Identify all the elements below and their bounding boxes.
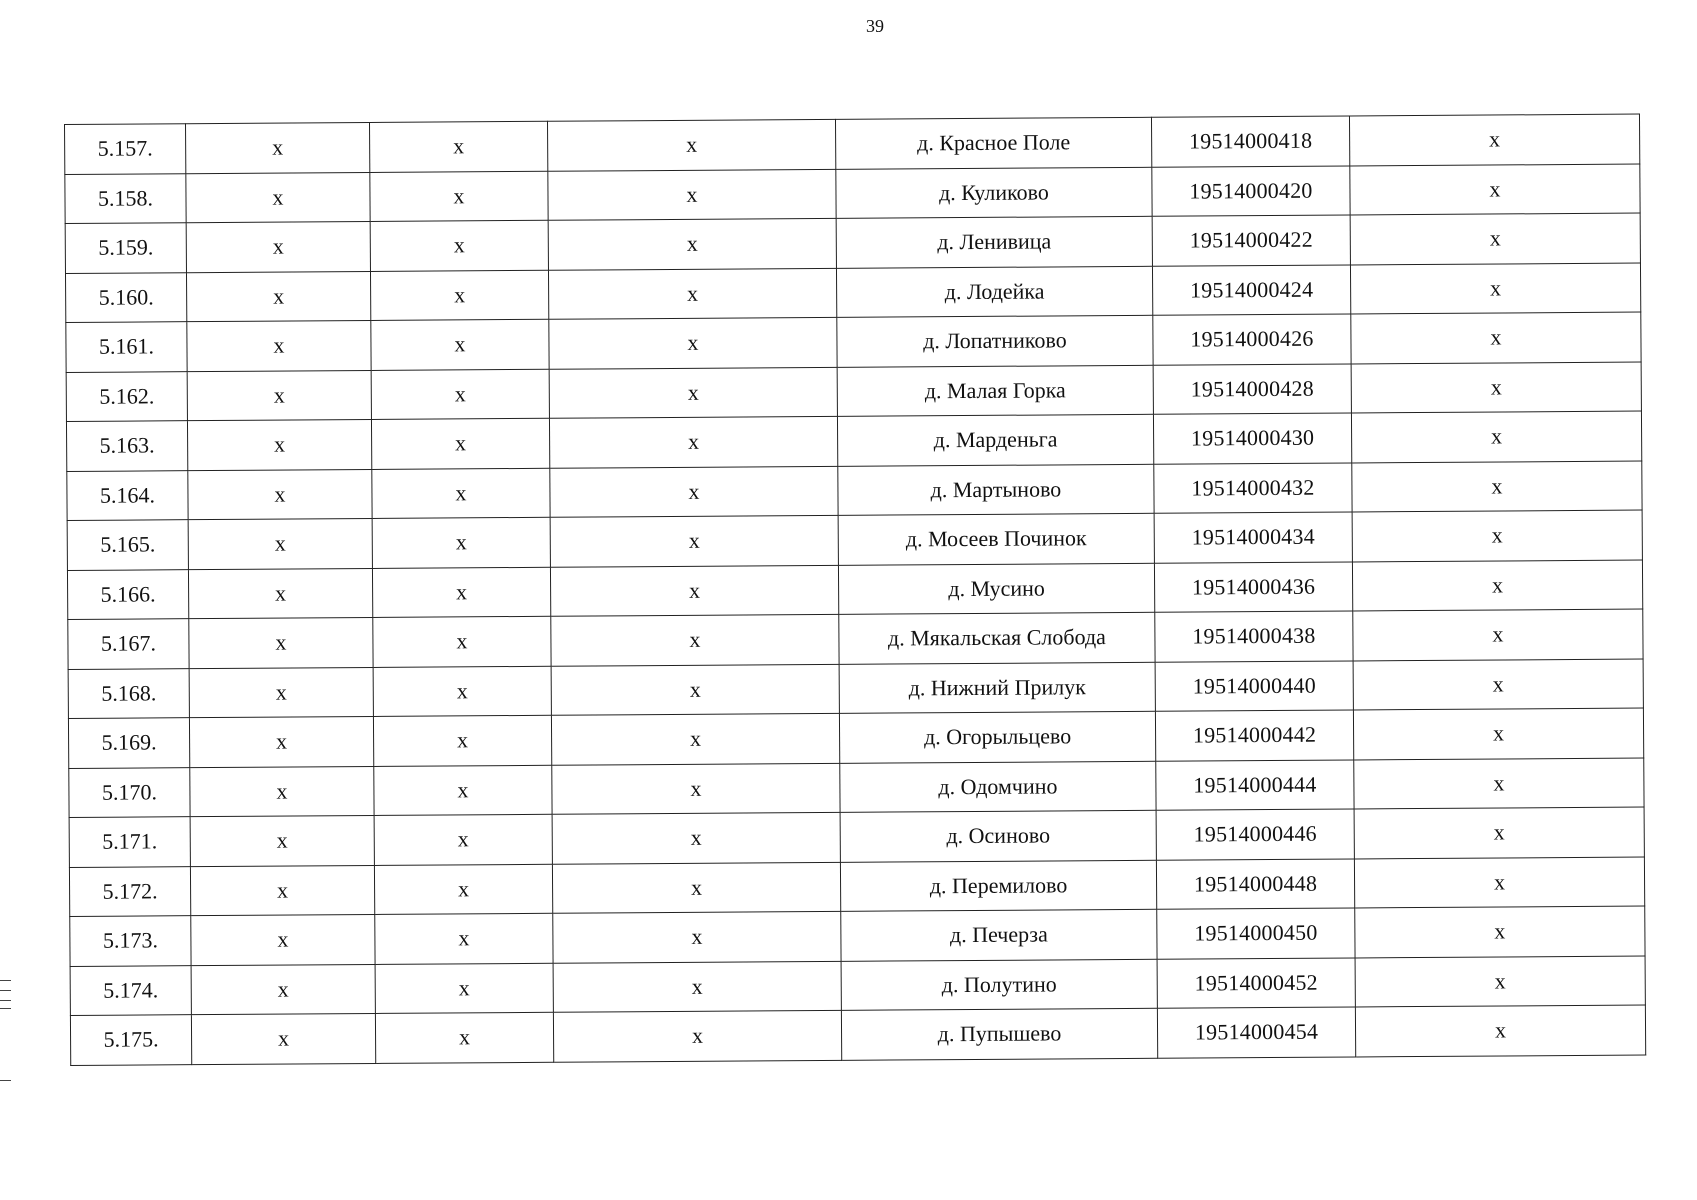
- x-cell-4: x: [1351, 411, 1641, 462]
- x-cell-2: x: [373, 666, 551, 717]
- x-cell-2: x: [370, 171, 548, 222]
- x-cell-3: x: [547, 119, 835, 170]
- x-cell-1: x: [191, 1013, 375, 1064]
- x-cell-3: x: [549, 416, 837, 467]
- settlement-name-cell: д. Перемилово: [840, 860, 1156, 912]
- row-number-cell: 5.162.: [66, 371, 187, 421]
- x-cell-1: x: [188, 518, 372, 569]
- oktmo-code-cell: 19514000426: [1153, 314, 1351, 365]
- table-row: [70, 1005, 1645, 1065]
- settlement-name-cell: д. Мосеев Починок: [838, 513, 1154, 565]
- row-number-cell: 5.157.: [65, 124, 186, 174]
- oktmo-code-cell: 19514000444: [1156, 759, 1354, 810]
- row-number-cell: 5.160.: [65, 272, 186, 322]
- x-cell-3: x: [550, 565, 838, 616]
- x-cell-2: x: [373, 616, 551, 667]
- x-cell-1: x: [187, 419, 371, 470]
- x-cell-4: x: [1353, 609, 1643, 660]
- x-cell-2: x: [371, 319, 549, 370]
- x-cell-4: x: [1355, 1005, 1645, 1056]
- oktmo-code-cell: 19514000446: [1156, 809, 1354, 860]
- x-cell-1: x: [188, 568, 372, 619]
- settlement-name-cell: д. Нижний Прилук: [839, 662, 1155, 714]
- oktmo-code-cell: 19514000422: [1152, 215, 1350, 266]
- scan-margin-mark: [0, 1080, 11, 1081]
- x-cell-2: x: [374, 864, 552, 915]
- oktmo-code-cell: 19514000448: [1156, 858, 1354, 909]
- settlement-name-cell: д. Куликово: [836, 167, 1152, 219]
- x-cell-1: x: [189, 667, 373, 718]
- settlement-name-cell: д. Лодейка: [836, 266, 1152, 318]
- oktmo-code-cell: 19514000438: [1155, 611, 1353, 662]
- x-cell-1: x: [186, 221, 370, 272]
- oktmo-code-cell: 19514000418: [1151, 116, 1349, 167]
- x-cell-2: x: [374, 814, 552, 865]
- x-cell-2: x: [372, 468, 550, 519]
- x-cell-3: x: [551, 713, 839, 764]
- row-number-cell: 5.169.: [68, 718, 189, 768]
- x-cell-2: x: [374, 765, 552, 816]
- settlement-name-cell: д. Лопатниково: [837, 315, 1153, 367]
- x-cell-1: x: [191, 964, 375, 1015]
- oktmo-code-cell: 19514000452: [1157, 957, 1355, 1008]
- x-cell-2: x: [373, 715, 551, 766]
- settlement-name-cell: д. Красное Поле: [835, 117, 1151, 169]
- row-number-cell: 5.166.: [67, 569, 188, 619]
- x-cell-1: x: [186, 122, 370, 173]
- x-cell-1: x: [188, 469, 372, 520]
- row-number-cell: 5.168.: [68, 668, 189, 718]
- row-number-cell: 5.175.: [70, 1015, 191, 1065]
- x-cell-1: x: [190, 815, 374, 866]
- x-cell-3: x: [548, 169, 836, 220]
- x-cell-1: x: [190, 865, 374, 916]
- oktmo-code-cell: 19514000424: [1152, 264, 1350, 315]
- x-cell-4: x: [1350, 263, 1640, 314]
- x-cell-3: x: [552, 862, 840, 913]
- x-cell-2: x: [370, 220, 548, 271]
- oktmo-code-cell: 19514000428: [1153, 363, 1351, 414]
- x-cell-1: x: [186, 172, 370, 223]
- x-cell-4: x: [1352, 510, 1642, 561]
- x-cell-1: x: [187, 320, 371, 371]
- settlement-name-cell: д. Мусино: [838, 563, 1154, 615]
- settlement-name-cell: д. Мякальская Слобода: [839, 612, 1155, 664]
- x-cell-2: x: [375, 913, 553, 964]
- x-cell-1: x: [186, 271, 370, 322]
- x-cell-1: x: [190, 766, 374, 817]
- x-cell-2: x: [375, 963, 553, 1014]
- x-cell-3: x: [553, 961, 841, 1012]
- oktmo-code-cell: 19514000440: [1155, 660, 1353, 711]
- scan-margin-mark: [0, 980, 11, 981]
- x-cell-2: x: [370, 270, 548, 321]
- x-cell-2: x: [375, 1012, 553, 1063]
- x-cell-4: x: [1354, 758, 1644, 809]
- settlement-name-cell: д. Одомчино: [840, 761, 1156, 813]
- oktmo-code-cell: 19514000430: [1153, 413, 1351, 464]
- x-cell-2: x: [371, 418, 549, 469]
- x-cell-3: x: [550, 466, 838, 517]
- x-cell-2: x: [372, 567, 550, 618]
- settlement-name-cell: д. Малая Горка: [837, 365, 1153, 417]
- settlement-name-cell: д. Огорыльцево: [839, 711, 1155, 763]
- x-cell-4: x: [1353, 708, 1643, 759]
- x-cell-2: x: [372, 517, 550, 568]
- x-cell-3: x: [548, 218, 836, 269]
- x-cell-4: x: [1354, 807, 1644, 858]
- x-cell-4: x: [1350, 164, 1640, 215]
- x-cell-3: x: [552, 763, 840, 814]
- row-number-cell: 5.167.: [68, 619, 189, 669]
- settlement-name-cell: д. Пупышево: [841, 1008, 1157, 1060]
- row-number-cell: 5.165.: [67, 520, 188, 570]
- oktmo-code-cell: 19514000420: [1152, 165, 1350, 216]
- x-cell-3: x: [551, 664, 839, 715]
- page-number: 39: [866, 16, 884, 36]
- x-cell-4: x: [1354, 857, 1644, 908]
- x-cell-3: x: [553, 911, 841, 962]
- oktmo-code-cell: 19514000450: [1157, 908, 1355, 959]
- row-number-cell: 5.158.: [65, 173, 186, 223]
- row-number-cell: 5.173.: [70, 916, 191, 966]
- settlement-name-cell: д. Печерза: [841, 909, 1157, 961]
- x-cell-2: x: [369, 121, 547, 172]
- x-cell-3: x: [550, 515, 838, 566]
- x-cell-4: x: [1352, 560, 1642, 611]
- oktmo-code-cell: 19514000432: [1154, 462, 1352, 513]
- x-cell-3: x: [549, 367, 837, 418]
- oktmo-code-cell: 19514000436: [1154, 561, 1352, 612]
- x-cell-4: x: [1351, 312, 1641, 363]
- row-number-cell: 5.171.: [69, 817, 190, 867]
- row-number-cell: 5.172.: [69, 866, 190, 916]
- row-number-cell: 5.161.: [66, 322, 187, 372]
- x-cell-3: x: [551, 614, 839, 665]
- settlement-name-cell: д. Осиново: [840, 810, 1156, 862]
- x-cell-4: x: [1351, 362, 1641, 413]
- x-cell-3: x: [549, 317, 837, 368]
- settlements-table-container: [64, 114, 1645, 1066]
- row-number-cell: 5.164.: [67, 470, 188, 520]
- x-cell-1: x: [189, 617, 373, 668]
- x-cell-4: x: [1350, 213, 1640, 264]
- x-cell-4: x: [1355, 906, 1645, 957]
- row-number-cell: 5.174.: [70, 965, 191, 1015]
- settlements-table: [64, 114, 1646, 1066]
- scan-margin-mark: [0, 990, 11, 991]
- oktmo-code-cell: 19514000454: [1157, 1007, 1355, 1058]
- settlement-name-cell: д. Марденьга: [837, 414, 1153, 466]
- x-cell-4: x: [1352, 461, 1642, 512]
- settlement-name-cell: д. Ленивица: [836, 216, 1152, 268]
- x-cell-4: x: [1355, 956, 1645, 1007]
- x-cell-2: x: [371, 369, 549, 420]
- table-body: [65, 114, 1646, 1065]
- x-cell-3: x: [553, 1010, 841, 1061]
- row-number-cell: 5.163.: [66, 421, 187, 471]
- settlement-name-cell: д. Мартыново: [838, 464, 1154, 516]
- x-cell-4: x: [1353, 659, 1643, 710]
- oktmo-code-cell: 19514000442: [1155, 710, 1353, 761]
- x-cell-4: x: [1349, 114, 1639, 165]
- scan-margin-mark: [0, 1008, 11, 1009]
- row-number-cell: 5.159.: [65, 223, 186, 273]
- x-cell-1: x: [189, 716, 373, 767]
- x-cell-3: x: [548, 268, 836, 319]
- x-cell-1: x: [187, 370, 371, 421]
- x-cell-1: x: [191, 914, 375, 965]
- scan-margin-mark: [0, 1000, 11, 1001]
- x-cell-3: x: [552, 812, 840, 863]
- oktmo-code-cell: 19514000434: [1154, 512, 1352, 563]
- row-number-cell: 5.170.: [69, 767, 190, 817]
- settlement-name-cell: д. Полутино: [841, 959, 1157, 1011]
